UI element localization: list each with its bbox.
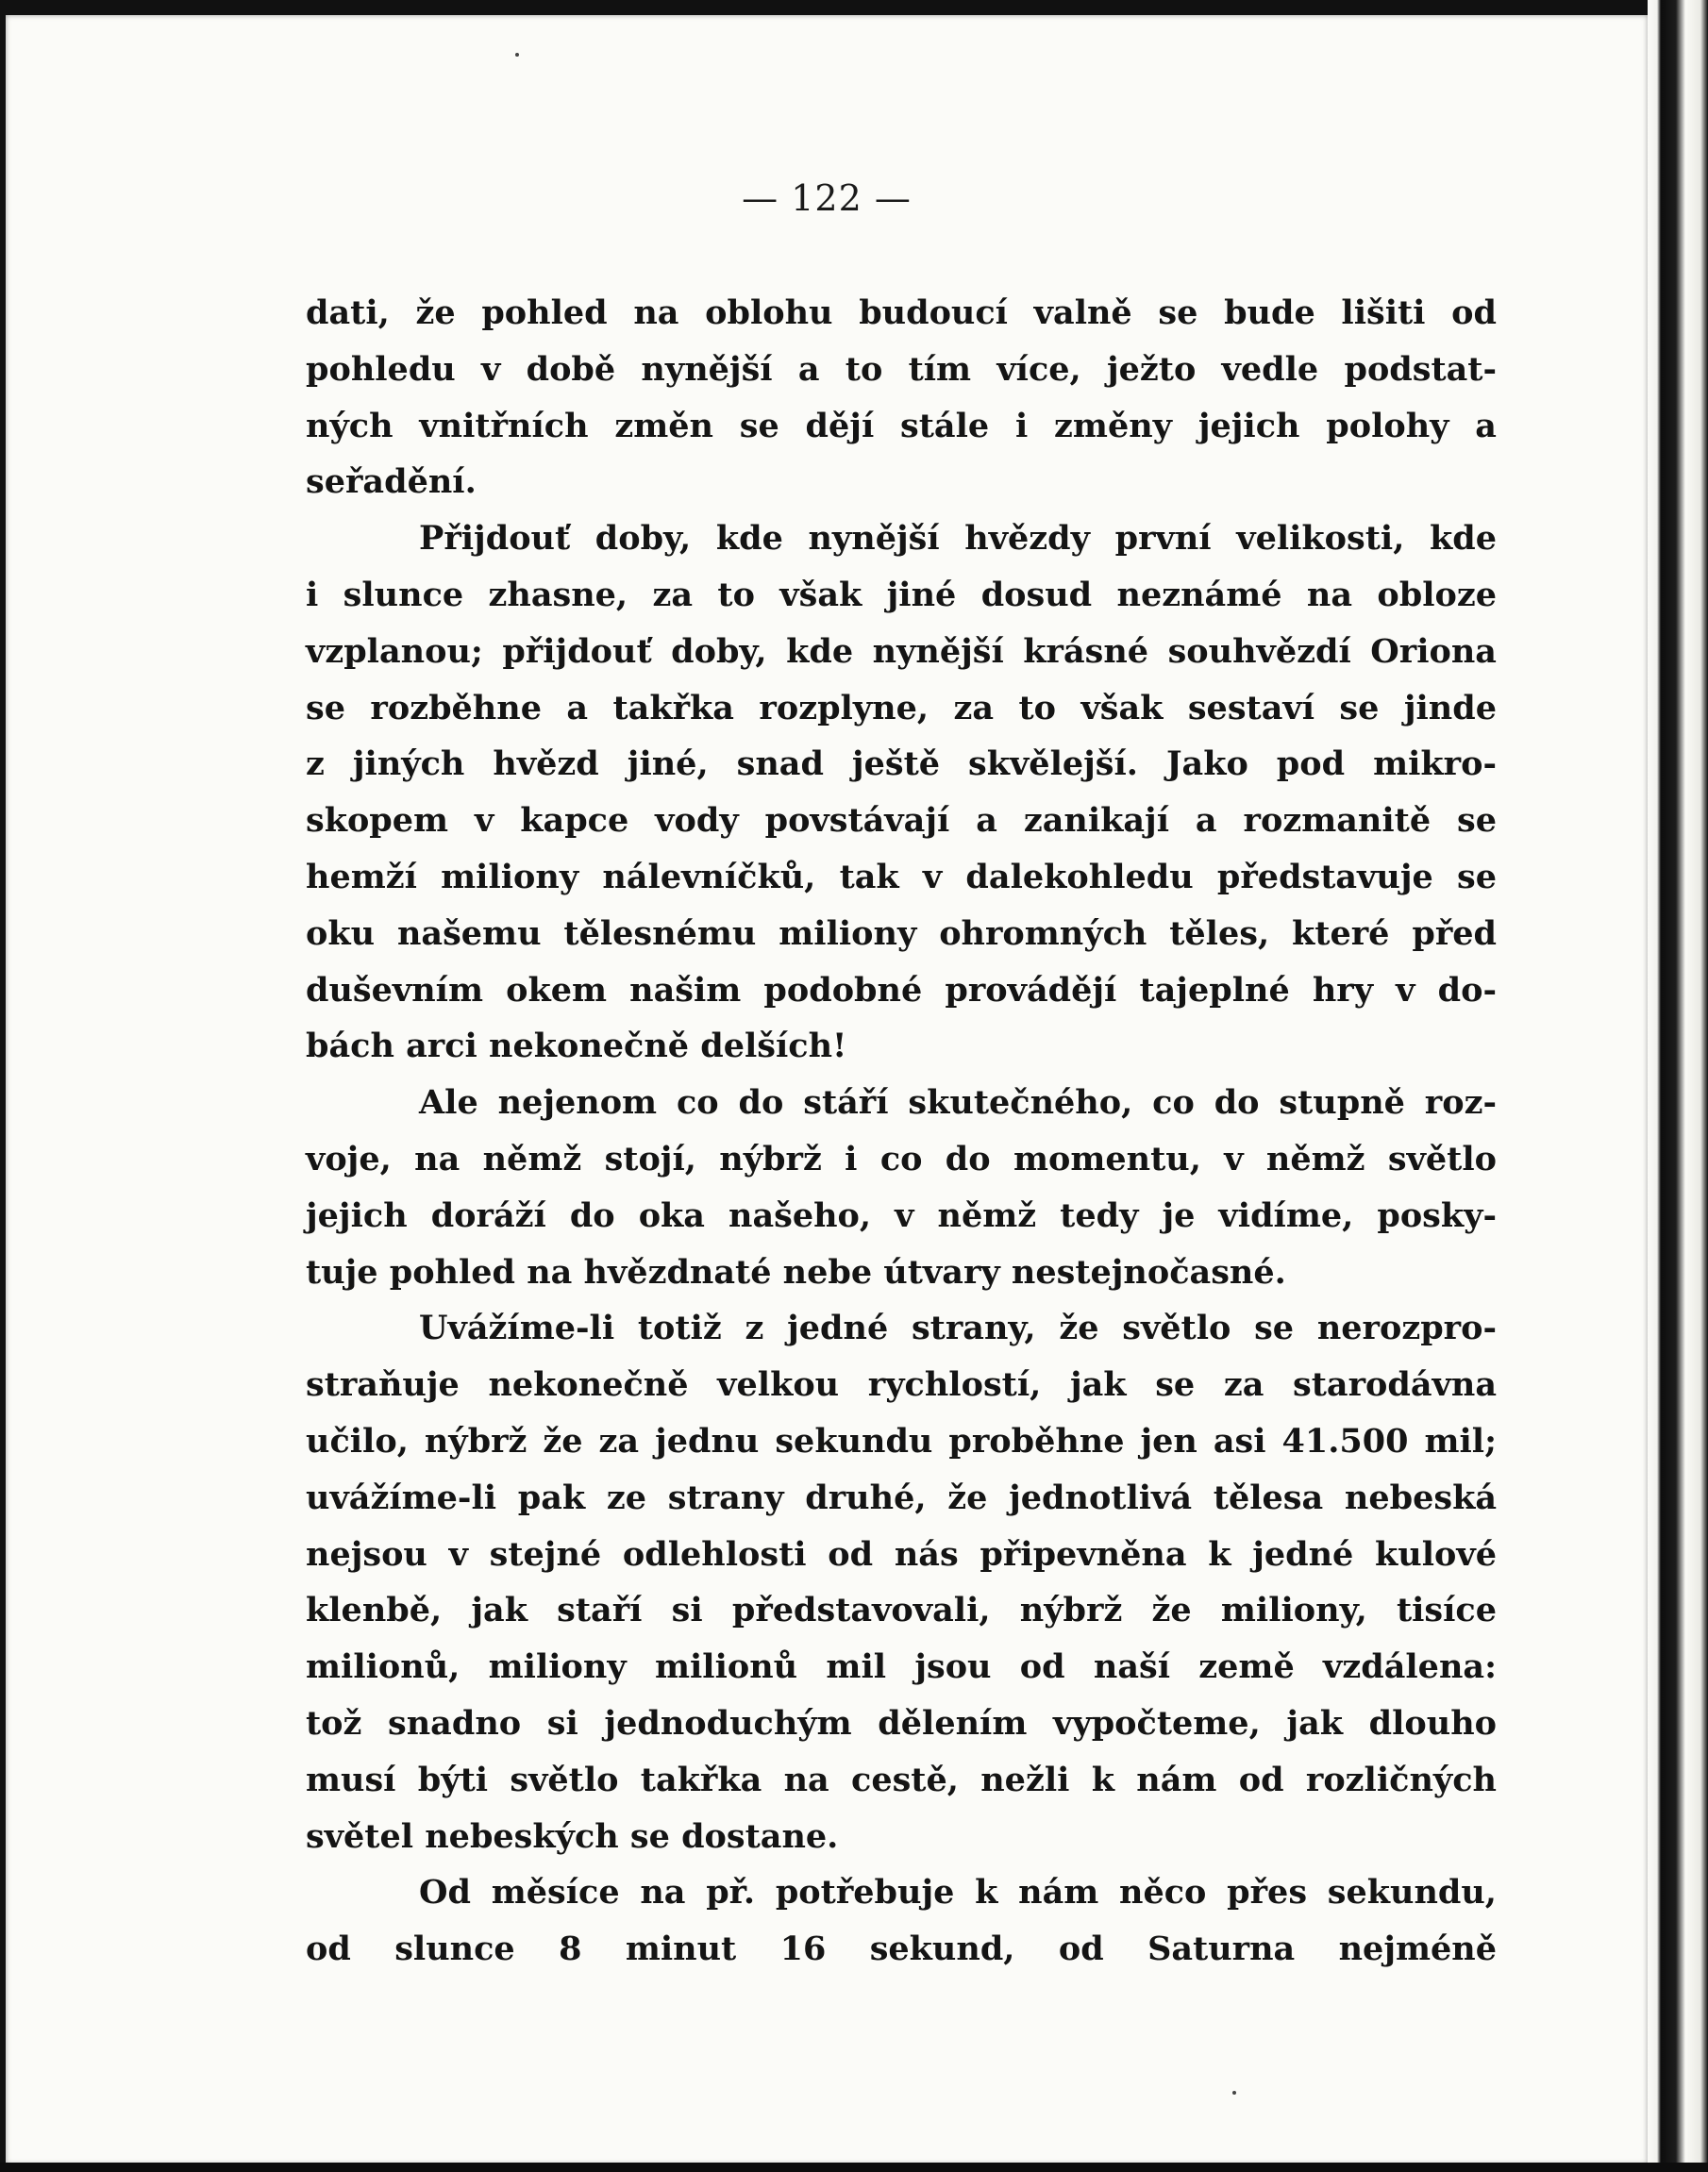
dust-speck <box>1232 2091 1236 2095</box>
text-line: vzplanou; přijdouť doby, kde nynější krásné souhvězdí Oriona <box>306 631 1497 671</box>
text-line: jejich doráží do oka našeho, v němž tedy je vidíme, posky- <box>306 1195 1497 1235</box>
text-line: i slunce zhasne, za to však jiné dosud neznámé na obloze <box>306 575 1497 614</box>
paper-sheet <box>6 15 1648 2164</box>
text-line: straňuje nekonečně velkou rychlostí, jak se za starodávna <box>306 1365 1497 1405</box>
text-line: voje, na němž stojí, nýbrž i co do momentu, v němž světlo <box>306 1139 1497 1178</box>
text-line: světel nebeských se dostane. <box>306 1816 839 1856</box>
text-line: ných vnitřních změn se dějí stále i změny jejich polohy a <box>306 406 1497 445</box>
scan-border <box>0 2163 1708 2172</box>
book-edge <box>1648 0 1708 2172</box>
text-line: hemží miliony nálevníčků, tak v dalekohledu představuje se <box>306 857 1497 896</box>
text-line: Přijdouť doby, kde nynější hvězdy první velikosti, kde <box>419 519 1497 559</box>
text-line: pohledu v době nynější a to tím více, ježto vedle podstat- <box>306 349 1497 389</box>
text-line: bách arci nekonečně delších! <box>306 1027 847 1066</box>
text-line: tuje pohled na hvězdnaté nebe útvary nestejnočasné. <box>306 1252 1286 1292</box>
text-line: Ale nejenom co do stáří skutečného, co do stupně roz- <box>419 1083 1497 1123</box>
text-line: klenbě, jak staří si představovali, nýbrž že miliony, tisíce <box>306 1591 1497 1630</box>
body-text <box>306 285 1497 1978</box>
text-line: z jiných hvězd jiné, snad ještě skvělejší. Jako pod mikro- <box>306 744 1497 784</box>
text-line: Uvážíme-li totiž z jedné strany, že světlo se nerozpro- <box>419 1309 1497 1348</box>
text-line: oku našemu tělesnému miliony ohromných těles, které před <box>306 913 1497 953</box>
text-line: nejsou v stejné odlehlosti od nás připevněna k jedné kulové <box>306 1534 1497 1574</box>
text-line: seřadění. <box>306 462 477 502</box>
text-line: duševním okem našim podobné provádějí tajeplné hry v do- <box>306 970 1497 1010</box>
text-line: učilo, nýbrž že za jednu sekundu proběhne jen asi 41.500 mil; <box>306 1421 1497 1461</box>
text-line: skopem v kapce vody povstávají a zanikají a rozmanitě se <box>306 801 1497 841</box>
text-line: dati, že pohled na oblohu budoucí valně se bude lišiti od <box>306 293 1497 332</box>
text-line: tož snadno si jednoduchým dělením vypočteme, jak dlouho <box>306 1703 1497 1743</box>
text-line: milionů, miliony milionů mil jsou od naší země vzdálena: <box>306 1647 1497 1687</box>
text-line: musí býti světlo takřka na cestě, nežli k nám od rozličných <box>306 1760 1497 1799</box>
dust-speck <box>515 53 519 57</box>
text-line: uvážíme-li pak ze strany druhé, že jednotlivá tělesa nebeská <box>306 1478 1497 1517</box>
text-line: Od měsíce na př. potřebuje k nám něco přes sekundu, <box>419 1873 1497 1913</box>
text-line: se rozběhne a takřka rozplyne, za to však sestaví se jinde <box>306 688 1497 727</box>
text-line: od slunce 8 minut 16 sekund, od Saturna nejméně <box>306 1930 1497 1969</box>
page-number: — 122 — <box>742 177 912 219</box>
